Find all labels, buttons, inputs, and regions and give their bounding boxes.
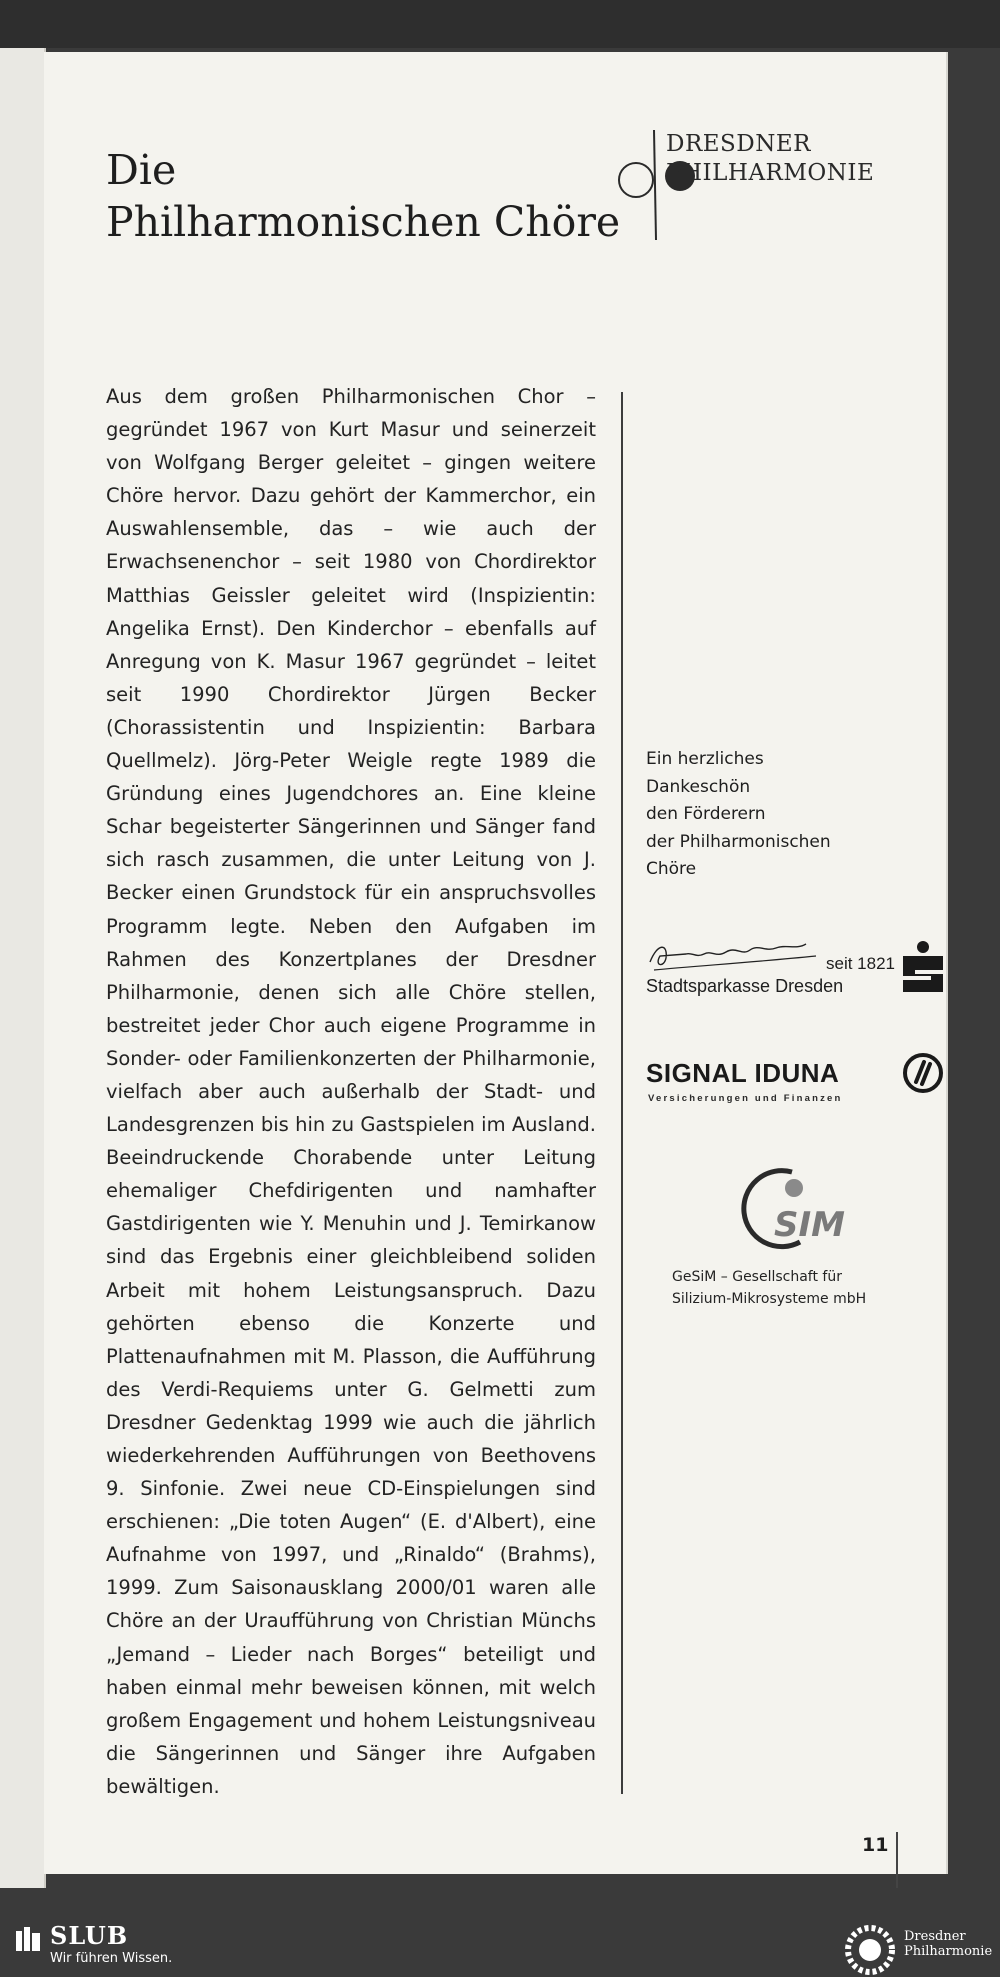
thanks-line: Chöre — [646, 859, 697, 879]
dresdner-philharmonie-footer-icon — [843, 1923, 897, 1977]
footer-dp-line-2: Philharmonie — [904, 1944, 993, 1959]
sparkasse-s-icon — [901, 940, 945, 994]
previous-page-edge — [0, 48, 46, 1888]
page-number: 11 — [862, 1834, 889, 1856]
title-line-2: Philharmonischen Chöre — [106, 198, 621, 246]
gesim-line-1: GeSiM – Gesellschaft für — [672, 1269, 842, 1285]
slub-logo-icon — [14, 1925, 42, 1953]
slub-title[interactable]: SLUB — [50, 1921, 129, 1950]
column-divider — [621, 392, 623, 1794]
signature-icon — [646, 932, 826, 976]
body-paragraph: Aus dem großen Philharmonischen Chor – gegründet 1967 von Kurt Masur und seinerzeit von Wolfgang Berger geleitet – gingen weitere Chöre hervor. Dazu gehört der Kammerchor, ein Auswahlensemble, das – wie auch der Erwachsenenchor – seit 1980 von Chordirektor Matthias Geissler geleitet wird (Inspizientin: Angelika Ernst). Den Kinderchor – ebenfalls auf Anregung von K. Masur 1967 gegründet – leitet seit 1990 Chordirektor Jürgen Becker (Chorassistentin und Inspizientin: Barbara Quellmelz). Jörg-Peter Weigle regte 1989 die Gründung eines Jugendchores an. Eine kleine Schar begeisterter Sängerinnen und Sänger fand sich rasch zusammen, die unter Leitung von J. Becker einen Grundstock für ein anspruchsvolles Programm legte. Neben den Aufgaben im Rahmen des Konzertplanes der Dresdner Philharmonie, denen sich alle Chöre stellen, bestreitet jeder Chor auch eigene Programme in Sonder- oder Familienkonzerten der Philharmonie, vielfach aber auch außerhalb der Stadt- und Landesgrenzen bis hin zu Gastspielen im Ausland. Beeindruckende Chorabende unter Leitung ehemaliger Chefdirigenten und namhafter Gastdirigenten wie Y. Menuhin und J. Temirkanow sind das Ergebnis einer gleichbleibend soliden Arbeit mit hohem Leistungsanspruch. Dazu gehörten ebenso die Konzerte und Plattenaufnahmen mit M. Plasson, die Aufführung des Verdi-Requiems unter G. Gelmetti zum Dresdner Gedenktag 1999 wie auch die jährlich wiederkehrenden Aufführungen von Beethovens 9. Sinfonie. Zwei neue CD-Einspielungen sind erschienen: „Die toten Augen“ (E. d'Albert), eine Aufnahme von 1997, und „Rinaldo“ (Brahms), 1999. Zum Saisonausklang 2000/01 waren alle Chöre an der Uraufführung von Christian Münchs „Jemand – Lieder nach Borges“ beteiligt und haben einmal mehr beweisen können, mit welch großem Engagement und hohem Leistungsniveau die Sängerinnen und Sänger ihre Aufgaben bewältigen. — [106, 385, 596, 1798]
signal-iduna-sponsor-logo — [646, 1046, 946, 1106]
scan-background-top — [0, 0, 1000, 48]
signal-iduna-emblem-icon — [902, 1052, 944, 1094]
logo-wordmark — [666, 130, 874, 188]
page-title — [106, 144, 620, 248]
sparkasse-sponsor-logo — [646, 932, 946, 1012]
sparkasse-since: seit 1821 — [826, 954, 895, 973]
gesim-logo-icon — [734, 1160, 854, 1256]
logo-line-1: DRESDNER — [666, 131, 811, 157]
gesim-sponsor-name — [672, 1266, 866, 1310]
footer-philharmonie-name — [904, 1929, 992, 1959]
signal-iduna-tagline: Versicherungen und Finanzen — [648, 1093, 843, 1104]
document-page — [44, 52, 946, 1874]
thanks-line: Ein herzliches — [646, 749, 764, 769]
thanks-line: der Philharmonischen — [646, 831, 831, 852]
gesim-logo-text: SIM — [774, 1205, 845, 1245]
thanks-line: Dankeschön — [646, 776, 751, 797]
title-line-1: Die — [106, 146, 177, 194]
thanks-block — [646, 746, 831, 884]
gesim-line-2: Silizium-Mikrosysteme mbH — [672, 1291, 867, 1307]
sparkasse-name: Stadtsparkasse Dresden — [646, 976, 844, 996]
logo-line-2: PHILHARMONIE — [666, 160, 875, 186]
thanks-line: den Förderern — [646, 804, 766, 824]
footer-dp-line-1: Dresdner — [904, 1929, 966, 1944]
slub-subtitle: Wir führen Wissen. — [50, 1951, 173, 1966]
signal-iduna-name: SIGNAL IDUNA — [646, 1058, 840, 1088]
